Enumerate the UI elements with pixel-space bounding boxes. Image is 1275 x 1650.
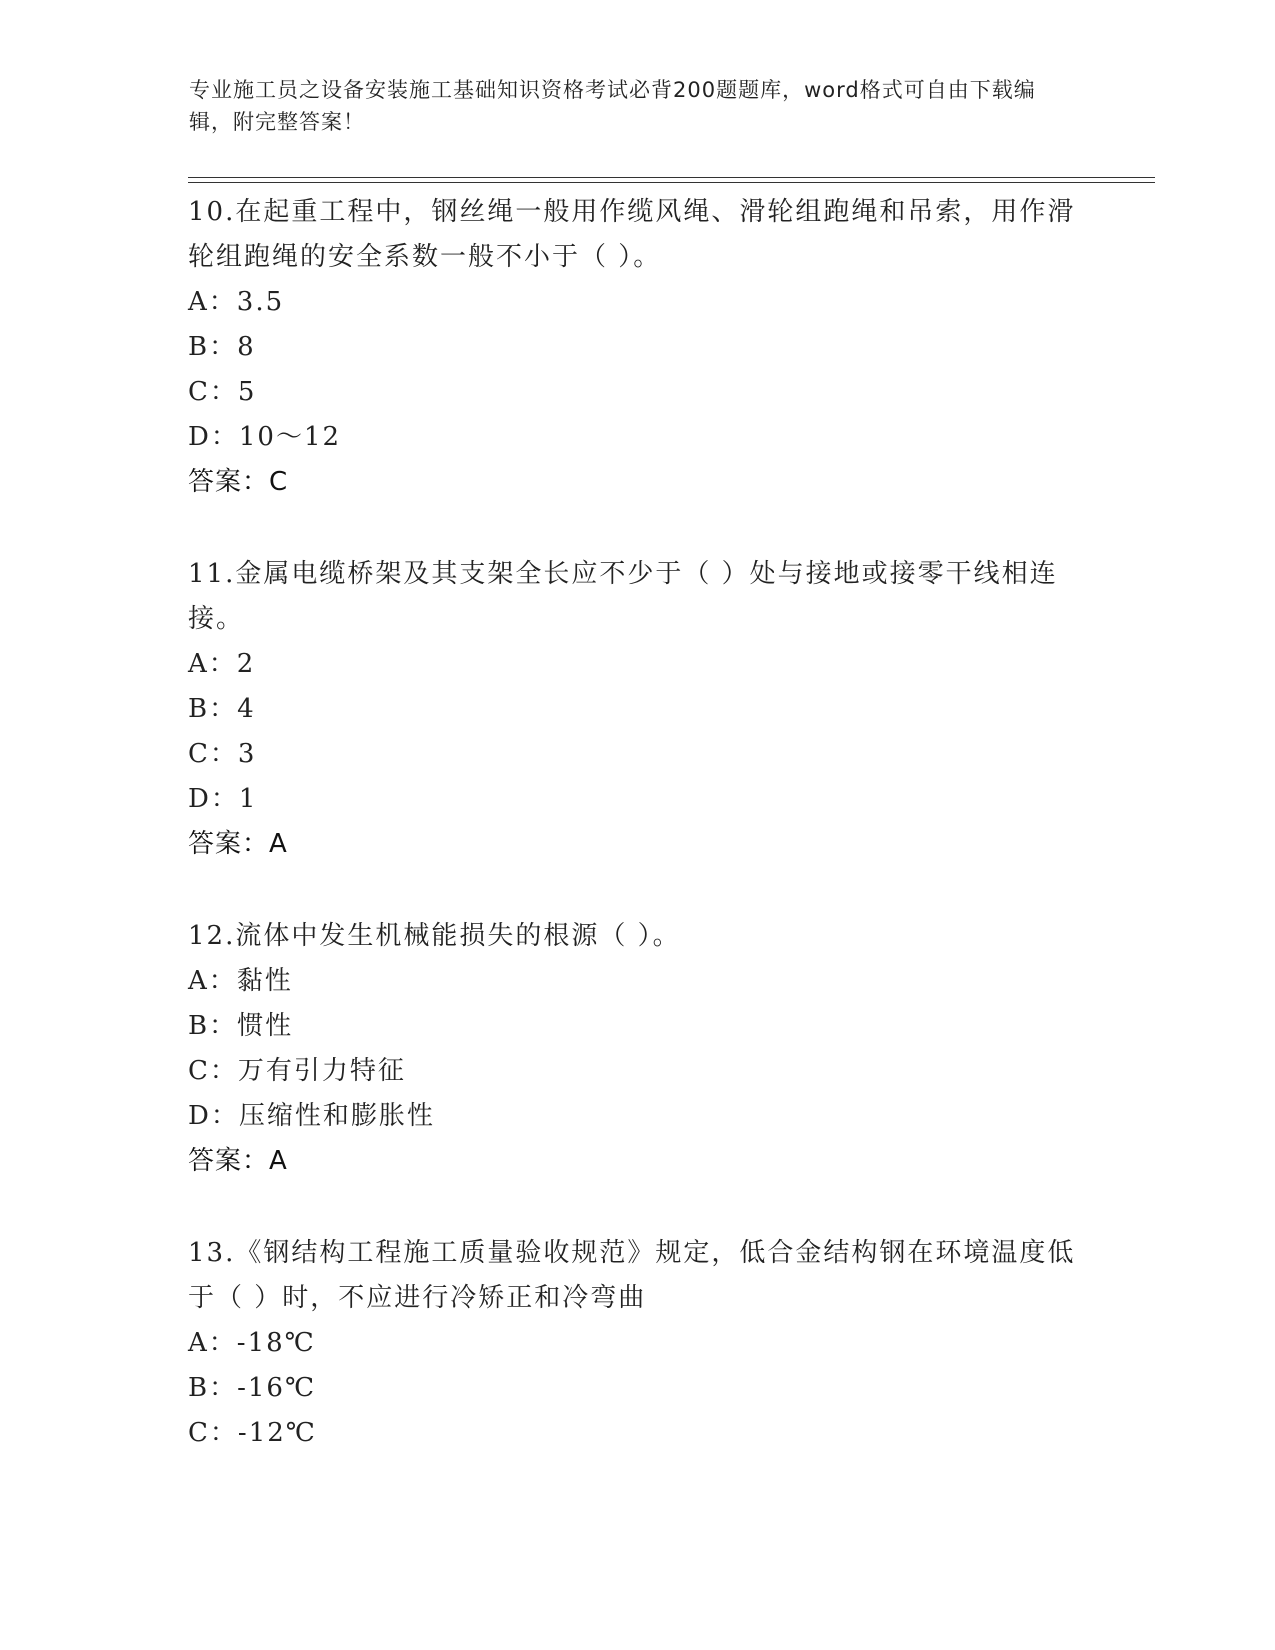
option-list [188, 959, 1088, 1139]
option-key: D： [188, 422, 239, 452]
option-key: B： [188, 1011, 238, 1041]
option-b [188, 687, 1088, 732]
option-value: 8 [237, 332, 256, 362]
option-d [188, 1094, 1088, 1139]
option-value: 2 [236, 649, 256, 679]
option-value: 5 [237, 377, 257, 407]
option-value: 3 [237, 739, 257, 769]
question-item [188, 552, 1088, 867]
option-a [188, 959, 1088, 1004]
option-c [188, 1411, 1088, 1456]
option-list [188, 642, 1088, 822]
option-b [188, 1366, 1088, 1411]
answer-line: 答案：A [188, 829, 288, 859]
question-text: 11.金属电缆桥架及其支架全长应不少于（ ）处与接地或接零干线相连接。 [188, 559, 1058, 634]
option-c [188, 732, 1088, 777]
option-d [188, 777, 1088, 822]
option-key: C： [188, 377, 238, 407]
option-value: 3.5 [236, 287, 285, 317]
option-key: A： [188, 966, 237, 996]
option-list [188, 1321, 1088, 1456]
document-header: 专业施工员之设备安装施工基础知识资格考试必背200题题库，word格式可自由下载编辑，附完整答案！ [189, 78, 1036, 134]
option-key: B： [188, 1373, 238, 1403]
option-d [188, 415, 1088, 460]
option-value: 4 [237, 694, 256, 724]
answer-line: 答案：A [188, 1146, 288, 1176]
option-c [188, 1049, 1088, 1094]
option-b [188, 325, 1088, 370]
option-a [188, 642, 1088, 687]
question-text: 13.《钢结构工程施工质量验收规范》规定，低合金结构钢在环境温度低于（ ）时，不应进行冷矫正和冷弯曲 [188, 1238, 1076, 1313]
option-value: -12℃ [237, 1418, 317, 1448]
option-key: A： [188, 1328, 237, 1358]
option-key: D： [188, 1101, 239, 1131]
question-spacer [188, 1184, 1088, 1231]
question-text: 12.流体中发生机械能损失的根源（ ）。 [188, 921, 681, 951]
option-a [188, 1321, 1088, 1366]
option-value: 惯性 [237, 1011, 294, 1041]
option-value: 黏性 [236, 966, 293, 996]
option-value: 压缩性和膨胀性 [238, 1101, 435, 1131]
header-divider-top [188, 177, 1155, 178]
option-key: A： [188, 649, 237, 679]
option-key: A： [188, 287, 237, 317]
answer-line: 答案：C [188, 467, 289, 497]
question-item [188, 914, 1088, 1184]
option-value: 1 [238, 784, 258, 814]
option-key: B： [188, 694, 238, 724]
question-text: 10.在起重工程中，钢丝绳一般用作缆风绳、滑轮组跑绳和吊索，用作滑轮组跑绳的安全系数一般不小于（ ）。 [188, 197, 1076, 272]
option-a [188, 280, 1088, 325]
question-item [188, 1231, 1088, 1456]
option-key: C： [188, 1418, 238, 1448]
question-spacer [188, 505, 1088, 552]
question-list [188, 190, 1088, 1456]
option-key: D： [188, 784, 239, 814]
question-item [188, 190, 1088, 505]
option-key: C： [188, 1056, 238, 1086]
option-key: C： [188, 739, 238, 769]
option-value: 万有引力特征 [237, 1056, 406, 1086]
header-divider-bottom [188, 182, 1155, 183]
option-key: B： [188, 332, 238, 362]
option-value: -16℃ [237, 1373, 317, 1403]
option-list [188, 280, 1088, 460]
option-value: -18℃ [236, 1328, 316, 1358]
option-b [188, 1004, 1088, 1049]
option-c [188, 370, 1088, 415]
question-spacer [188, 867, 1088, 914]
option-value: 10～12 [238, 422, 342, 452]
